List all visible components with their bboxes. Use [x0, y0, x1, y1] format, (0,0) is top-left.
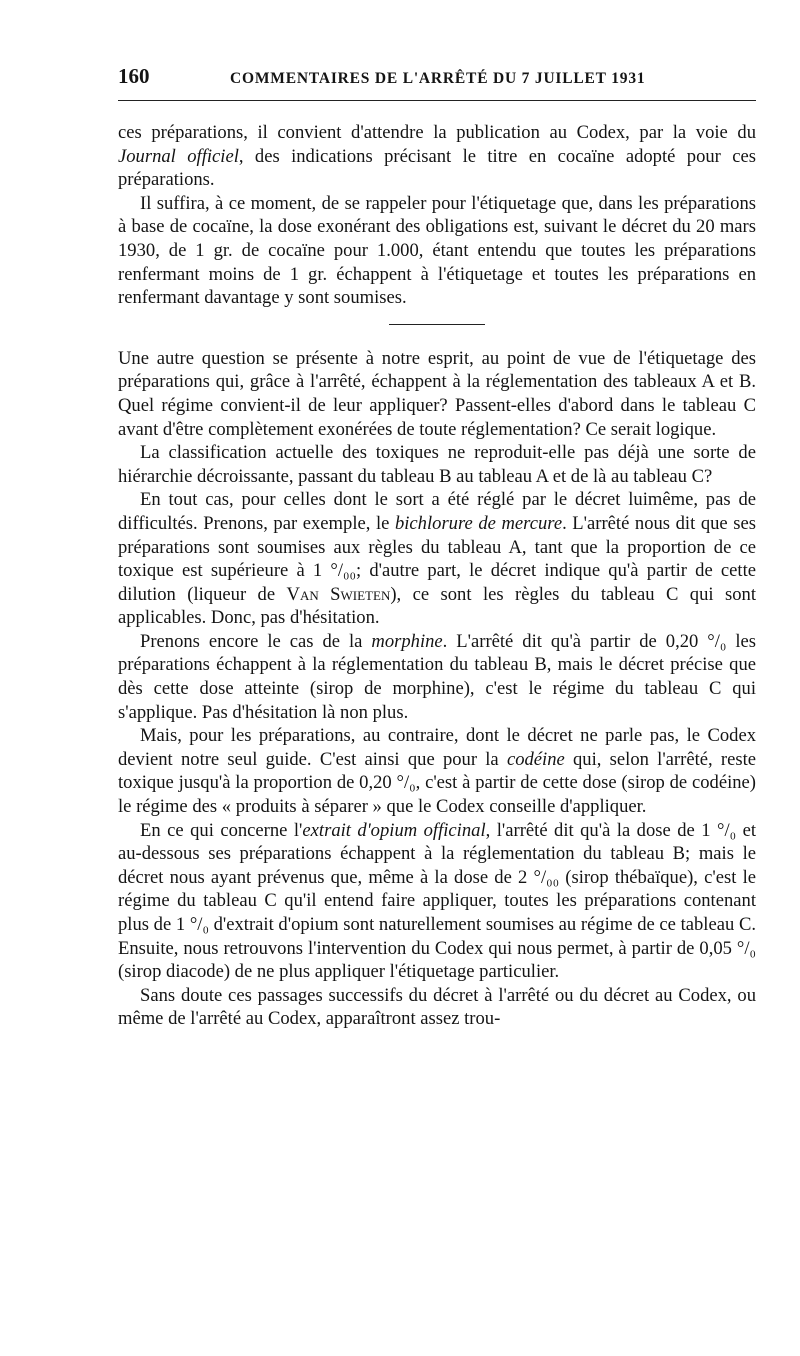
paragraph-5-text-a: En tout cas, pour celles dont le sort a été réglé par le décret luimême, pas de difficultés. Prenons, par exemple, le [118, 489, 756, 534]
page-number: 160 [118, 64, 150, 88]
paragraph-6-text-a: Prenons encore le cas de la [140, 630, 372, 652]
paragraph-4: La classification actuelle des toxiques ne reproduit-elle pas déjà une sorte de hiérarchie décroissante, passant du tableau B au tableau A et de là au tableau C? [118, 442, 756, 487]
paragraph-5-text-e: ), ce sont les règles du tableau C qui sont applicables. Donc, pas d'hésitation. [118, 583, 756, 629]
paragraph-7 [118, 724, 756, 818]
term-morphine: morphine [371, 630, 443, 652]
paragraph-6-text-c: . L'arrêté dit qu'à partir de 0,20 °/₀ les préparations échappent à la réglementation du tableau B, mais le décret précise que dès cette dose atteinte (sirop de morphine), c'est le régime du tableau C qui s'applique. Pas d'hésitation là non plus. [118, 630, 756, 723]
term-journal-officiel: Journal officiel [118, 145, 239, 167]
paragraph-3: Une autre question se présente à notre esprit, au point de vue de l'étiquetage des préparations qui, grâce à l'arrêté, échappent à la réglementation des tableaux A et B. Quel régime convient-il de leur appliquer? Passent-elles d'abord dans le tableau C avant d'être complètement exonérées de toute réglementation? Ce serait logique. [118, 347, 756, 440]
book-page [118, 64, 756, 1031]
paragraph-7-text-a: Mais, pour les préparations, au contraire, dont le décret ne parle pas, le Codex devient notre seul guide. C'est ainsi que pour la [118, 725, 756, 770]
header-rule [118, 100, 756, 101]
term-extrait-opium: extrait d'opium officinal [302, 819, 486, 841]
term-bichlorure: bichlorure de mercure [394, 512, 563, 534]
paragraph-5 [118, 488, 756, 630]
paragraph-8-text-a: En ce qui concerne l' [140, 819, 303, 841]
paragraph-9: Sans doute ces passages successifs du décret à l'arrêté ou du décret au Codex, ou même de l'arrêté au Codex, apparaîtront assez trou- [118, 984, 756, 1030]
running-title: COMMENTAIRES DE L'ARRÊTÉ DU 7 JUILLET 1931 [230, 70, 646, 87]
paragraph-6 [118, 630, 756, 724]
paragraph-5-text-c: . L'arrêté nous dit que ses préparations sont soumises aux règles du tableau A, tant que la proportion de ce toxique est supérieure à 1 °/₀₀; d'autre part, le décret indique qu'à partir de cette dilution (liqueur de [118, 512, 756, 605]
page-header [118, 64, 756, 98]
paragraph-7-text-c: qui, selon l'arrêté, reste toxique jusqu'à la proportion de 0,20 °/₀, c'est à partir de cette dose (sirop de codéine) le régime des « produits à séparer » que le Codex conseille d'appliquer. [118, 748, 756, 818]
name-van-swieten: Van Swieten [286, 583, 391, 605]
paragraph-2: Il suffira, à ce moment, de se rappeler pour l'étiquetage que, dans les préparations à base de cocaïne, la dose exonérant des obligations est, suivant le décret du 20 mars 1930, de 1 gr. de cocaïne pour 1.000, étant entendu que toutes les préparations renfermant moins de 1 gr. échappent à l'étiquetage et toutes les préparations en renfermant davantage y sont soumises. [118, 192, 756, 309]
term-codeine: codéine [506, 748, 565, 770]
paragraph-1: ces préparations, il convient d'attendre la publication au Codex, par la voie du Journal officiel, des indications précisant le titre en cocaïne adopté pour ces préparations. [118, 122, 756, 191]
paragraph-8-text-c: , l'arrêté dit qu'à la dose de 1 °/₀ et au-dessous ses préparations échappent à la réglementation du tableau B; mais le décret nous ayant prévenus que, même à la dose de 2 °/₀₀ (sirop thébaïque), c'est le régime du tableau C qu'il entend faire appliquer, toutes les préparations contenant plus de 1 °/₀ d'extrait d'opium sont naturellement soumises au régime de ce tableau C. Ensuite, nous retrouvons l'intervention du Codex qui nous permet, à partir de 0,05 °/₀ (sirop diacode) de ne plus appliquer l'étiquetage particulier. [118, 819, 756, 983]
section-separator [389, 324, 485, 325]
paragraph-8 [118, 819, 756, 984]
body-text [118, 121, 756, 1031]
